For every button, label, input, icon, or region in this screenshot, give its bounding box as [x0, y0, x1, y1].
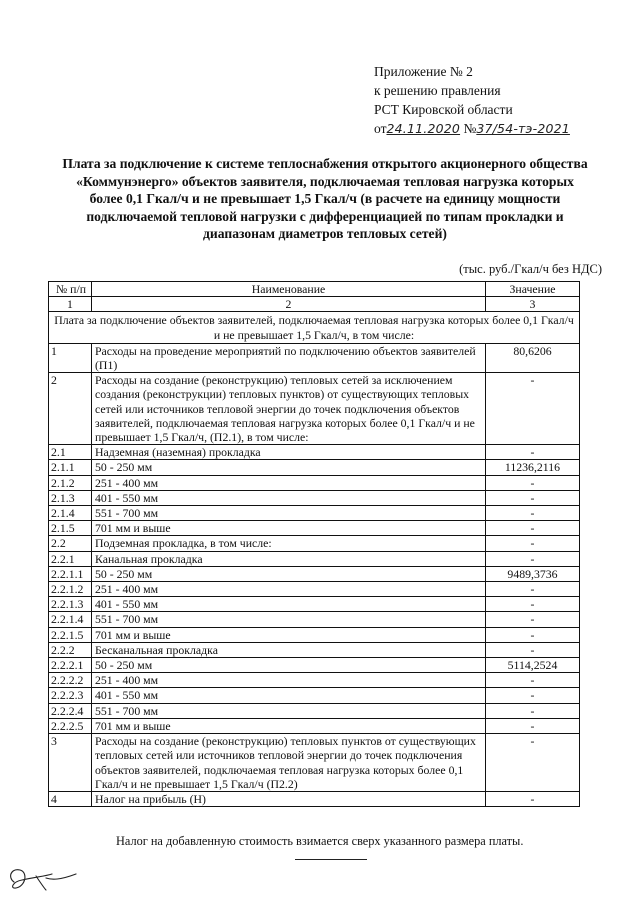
col-number-2: 2 [92, 297, 486, 312]
table-row [49, 612, 580, 627]
row-value: - [486, 445, 580, 460]
row-value: 11236,2116 [486, 460, 580, 475]
row-number: 2.1.4 [49, 506, 92, 521]
fee-table [48, 281, 580, 807]
row-number: 2.2.2.5 [49, 718, 92, 733]
row-name: Расходы на создание (реконструкцию) тепловых пунктов от существующих тепловых сетей или источников тепловой энергии до точек подключения объектов заявителей, подключаемая тепловая нагрузка которых более 0,1 Гкал/ч и не превышает 1,5 Гкал/ч (П2.2) [92, 734, 486, 792]
table-row [49, 506, 580, 521]
row-value: - [486, 703, 580, 718]
col-number-3: 3 [486, 297, 580, 312]
row-number: 4 [49, 791, 92, 806]
decision-number: 37/54-тэ-2021 [476, 121, 570, 136]
row-number: 2.2.2 [49, 642, 92, 657]
row-number: 3 [49, 734, 92, 792]
row-name: 50 - 250 мм [92, 460, 486, 475]
document-title: Плата за подключение к системе теплоснабжения открытого акционерного общества «Коммунэнерго» объектов заявителя, подключаемая тепловая нагрузка которых более 0,1 Гкал/ч и не превышает 1,5 Гкал/ч (в расчете на единицу мощности подключаемой тепловой нагрузки с дифференциацией по типам прокладки и диапазонам диаметров тепловых сетей) [62, 156, 588, 242]
row-value: - [486, 627, 580, 642]
row-value: 80,6206 [486, 343, 580, 372]
table-row [49, 551, 580, 566]
annex-header [374, 62, 624, 138]
row-number: 1 [49, 343, 92, 372]
row-name: Подземная прокладка, в том числе: [92, 536, 486, 551]
row-value: - [486, 791, 580, 806]
row-name: 401 - 550 мм [92, 490, 486, 505]
row-name: Расходы на проведение мероприятий по подключению объектов заявителей (П1) [92, 343, 486, 372]
units-label: (тыс. руб./Гкал/ч без НДС) [459, 262, 602, 276]
divider-line [295, 859, 367, 860]
row-value: - [486, 551, 580, 566]
row-number: 2.1.1 [49, 460, 92, 475]
row-value: - [486, 642, 580, 657]
table-row [49, 642, 580, 657]
table-row [49, 566, 580, 581]
row-number: 2.2.1.2 [49, 582, 92, 597]
annex-organization: РСТ Кировской области [374, 102, 513, 117]
annex-title: Приложение № 2 [374, 64, 473, 79]
table-row [49, 718, 580, 733]
row-number: 2.2.2.1 [49, 658, 92, 673]
row-value: - [486, 612, 580, 627]
table-row [49, 490, 580, 505]
row-name: 251 - 400 мм [92, 475, 486, 490]
row-number: 2.1 [49, 445, 92, 460]
row-name: 701 мм и выше [92, 627, 486, 642]
col-number-1: 1 [49, 297, 92, 312]
row-number: 2.2.1.4 [49, 612, 92, 627]
row-value: - [486, 536, 580, 551]
row-name: 401 - 550 мм [92, 597, 486, 612]
row-value: - [486, 490, 580, 505]
row-value: - [486, 582, 580, 597]
table-row [49, 343, 580, 372]
row-value: - [486, 718, 580, 733]
table-row [49, 734, 580, 792]
row-number: 2.2.2.4 [49, 703, 92, 718]
row-value: - [486, 373, 580, 445]
row-name: 551 - 700 мм [92, 703, 486, 718]
table-row [49, 597, 580, 612]
row-number: 2.2.2.3 [49, 688, 92, 703]
row-value: - [486, 688, 580, 703]
header-value: Значение [486, 282, 580, 297]
annex-decision: к решению правления [374, 83, 501, 98]
table-row [49, 536, 580, 551]
row-number: 2.2 [49, 536, 92, 551]
row-name: 551 - 700 мм [92, 506, 486, 521]
row-number: 2.1.3 [49, 490, 92, 505]
table-row [49, 673, 580, 688]
table-row [49, 475, 580, 490]
date-prefix: от [374, 121, 387, 136]
row-value: 9489,3736 [486, 566, 580, 581]
section-title: Плата за подключение объектов заявителей, подключаемая тепловая нагрузка которых более 0,1 Гкал/ч и не превышает 1,5 Гкал/ч, в том числе: [49, 312, 580, 343]
row-name: Бесканальная прокладка [92, 642, 486, 657]
row-number: 2.2.1.1 [49, 566, 92, 581]
row-value: 5114,2524 [486, 658, 580, 673]
decision-date: 24.11.2020 [386, 121, 461, 136]
row-name: 401 - 550 мм [92, 688, 486, 703]
row-number: 2.2.1.5 [49, 627, 92, 642]
table-row [49, 521, 580, 536]
row-number: 2.2.2.2 [49, 673, 92, 688]
table-row [49, 460, 580, 475]
row-number: 2 [49, 373, 92, 445]
table-row [49, 627, 580, 642]
row-value: - [486, 475, 580, 490]
row-value: - [486, 734, 580, 792]
row-number: 2.1.5 [49, 521, 92, 536]
table-row [49, 373, 580, 445]
row-name: Налог на прибыль (Н) [92, 791, 486, 806]
table-row [49, 582, 580, 597]
row-value: - [486, 597, 580, 612]
row-value: - [486, 506, 580, 521]
signature [6, 858, 82, 896]
table-row [49, 791, 580, 806]
row-name: 251 - 400 мм [92, 582, 486, 597]
row-value: - [486, 521, 580, 536]
section-row [49, 312, 580, 343]
row-name: 251 - 400 мм [92, 673, 486, 688]
row-name: Расходы на создание (реконструкцию) тепловых сетей за исключением создания (реконструкции) тепловых пунктов) от существующих тепловых сетей или источников тепловой энергии до точек подключения объектов заявителей, подключаемая тепловая нагрузка которых более 0,1 Гкал/ч и не превышает 1,5 Гкал/ч, (П2.1), в том числе: [92, 373, 486, 445]
row-number: 2.2.1 [49, 551, 92, 566]
row-name: 50 - 250 мм [92, 658, 486, 673]
row-name: Канальная прокладка [92, 551, 486, 566]
row-name: 551 - 700 мм [92, 612, 486, 627]
header-num: № п/п [49, 282, 92, 297]
row-name: 701 мм и выше [92, 718, 486, 733]
row-value: - [486, 673, 580, 688]
vat-footnote: Налог на добавленную стоимость взимается сверх указанного размера платы. [116, 834, 524, 848]
table-row [49, 688, 580, 703]
number-prefix: № [463, 121, 477, 136]
annex-date-line [374, 119, 624, 138]
table-row [49, 445, 580, 460]
row-number: 2.2.1.3 [49, 597, 92, 612]
column-number-row [49, 297, 580, 312]
row-name: Надземная (наземная) прокладка [92, 445, 486, 460]
table-header-row [49, 282, 580, 297]
row-number: 2.1.2 [49, 475, 92, 490]
header-name: Наименование [92, 282, 486, 297]
table-row [49, 658, 580, 673]
table-row [49, 703, 580, 718]
row-name: 701 мм и выше [92, 521, 486, 536]
row-name: 50 - 250 мм [92, 566, 486, 581]
